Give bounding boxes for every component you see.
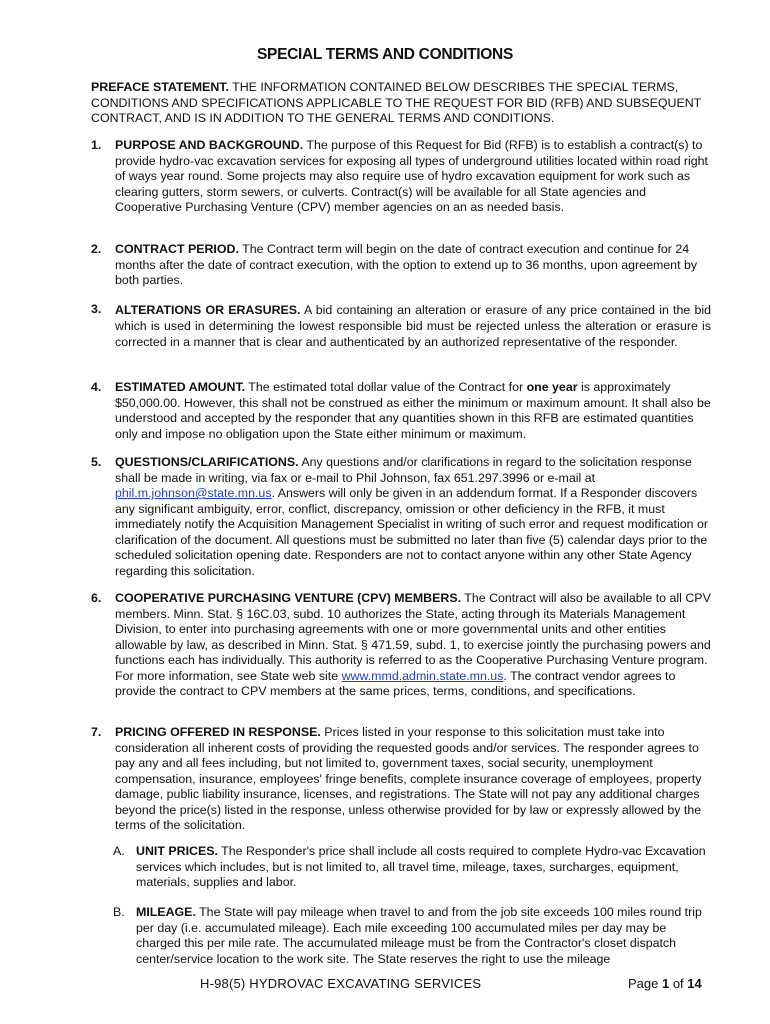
subsection-unit-prices [113,844,711,891]
section-heading: PURPOSE AND BACKGROUND. [115,138,304,152]
section-heading: ESTIMATED AMOUNT. [115,380,246,394]
section-text-b: . Answers will only be given in an addendum format. If a Responder discovers any significant ambiguity, error, conflict, discrepancy, omission or other deficiency in the RFB, it must immediately notify the Acquisition Management Specialist in writing of such error and request modification or clarification of the document. All questions must be submitted no later than five (5) calendar days prior to the scheduled solicitation opening date. Responders are not to contact anyone within any other State Agency regarding this solicitation. [115,486,708,578]
section-number: 4. [91,380,102,394]
section-heading: QUESTIONS/CLARIFICATIONS. [115,455,299,469]
section-number: 7. [91,725,102,739]
subsection-text: The Responder's price shall include all costs required to complete Hydro-vac Excavation services which includes, but is not limited to, all travel time, mileage, taxes, surcharges, equipment, materials, supplies and labor. [136,844,706,889]
subsection-heading: UNIT PRICES. [136,844,218,858]
section-number: 1. [91,138,102,152]
preface-statement [91,80,711,127]
section-estimated-amount [91,380,711,442]
section-text-a: The estimated total dollar value of the Contract for [245,380,527,394]
section-heading: CONTRACT PERIOD. [115,242,239,256]
section-alterations [91,302,711,350]
page-number [628,976,702,991]
section-number: 5. [91,455,102,469]
section-pricing [91,725,711,834]
section-number: 2. [91,242,102,256]
section-heading: ALTERATIONS OR ERASURES. [115,303,301,317]
page-of: of [669,976,688,991]
section-heading: PRICING OFFERED IN RESPONSE. [115,725,321,739]
section-text-a: Any questions and/or clarifications in regard to the solicitation response shall be made in writing, via fax or e-mail to Phil Johnson, fax 651.297.3996 or e-mail at [115,455,692,485]
section-text: The Contract term will begin on the date of contract execution and continue for 24 months after the date of contract execution, with the option to extend up to 36 months, upon agreement by both parties. [115,242,698,287]
section-questions [91,455,711,579]
preface-label: PREFACE STATEMENT. [91,80,229,94]
section-number: 3. [91,302,102,316]
subsection-heading: MILEAGE. [136,905,196,919]
section-number: 6. [91,591,102,605]
page-title: SPECIAL TERMS AND CONDITIONS [257,46,513,63]
subsection-mileage [113,905,711,967]
section-text-a: The Contract will also be available to all CPV members. Minn. Stat. § 16C.03, subd. 10 authorizes the State, acting through its Materials Management Division, to enter into purchasing agreements with one or more governmental units and other entities allowable by law, as described in Minn. Stat. § 471.59, subd. 1, to exercise jointly the purchasing powers and functions each has individually. This authority is referred to as the Cooperative Purchasing Venture program. For more information, see State web site [115,591,711,683]
section-text: The purpose of this Request for Bid (RFB) is to establish a contract(s) to provide hydro-vac excavation services for exposing all types of underground utilities located within road right of ways year round. Some projects may also require use of hydro excavation equipment for work such as clearing gutters, storm sewers, or culverts. Contract(s) will be available for all State agencies and Cooperative Purchasing Venture (CPV) member agencies on an as needed basis. [115,138,709,214]
footer-document-title: H-98(5) HYDROVAC EXCAVATING SERVICES [200,976,482,991]
section-contract-period [91,242,711,289]
section-emphasis: one year [526,380,578,394]
section-cpv-members [91,591,711,700]
section-text: A bid containing an alteration or erasure of any price contained in the bid which is used in determining the lowest responsible bid must be rejected unless the alteration or erasure is corrected in a manner that is clear and authenticated by an authorized representative of the responder. [115,303,711,349]
section-purpose [91,138,711,216]
subsection-text: The State will pay mileage when travel to and from the job site exceeds 100 miles round trip per day (i.e. accumulated mileage). Each mile exceeding 100 accumulated miles per day may be charged this per mile rate. The accumulated mileage must be from the Contractor's closet dispatch center/service location to the work site. The State reserves the right to use the mileage [136,905,702,966]
section-text: Prices listed in your response to this solicitation must take into consideration all inherent costs of providing the requested goods and/or services. The responder agrees to pay any and all fees including, but not limited to, government taxes, social security, unemployment compensation, insurance, employees' fringe benefits, complete insurance coverage of employees, property damage, public liability insurance, licenses, and registrations. The State will not pay any additional charges beyond the price(s) listed in the response, unless otherwise provided for by law or expressly allowed by the terms of the solicitation. [115,725,702,832]
subsection-letter: A. [113,844,125,858]
section-text-b: is approximately $50,000.00. However, this shall not be construed as either the minimum or maximum amount. It shall also be understood and accepted by the responder that any quantities shown in this RFB are estimated quantities only and impose no obligation upon the State either minimum or maximum. [115,380,711,441]
email-link[interactable]: phil.m.johnson@state.mn.us [115,486,272,500]
website-link[interactable]: www.mmd.admin.state.mn.us [341,668,504,683]
page-prefix: Page [628,976,662,991]
section-heading: COOPERATIVE PURCHASING VENTURE (CPV) MEMBERS. [115,591,462,605]
section-text-b: . The contract vendor agrees to provide the contract to CPV members at the same prices, terms, conditions, and specifications. [115,668,676,698]
preface-text: THE INFORMATION CONTAINED BELOW DESCRIBES THE SPECIAL TERMS, CONDITIONS AND SPECIFICATIONS APPLICABLE TO THE REQUEST FOR BID (RFB) AND SUBSEQUENT CONTRACT, AND IS IN ADDITION TO THE GENERAL TERMS AND CONDITIONS. [91,80,702,125]
page-footer [0,976,770,996]
page-current: 1 [661,976,670,991]
page-total: 14 [687,976,702,991]
subsection-letter: B. [113,905,125,919]
